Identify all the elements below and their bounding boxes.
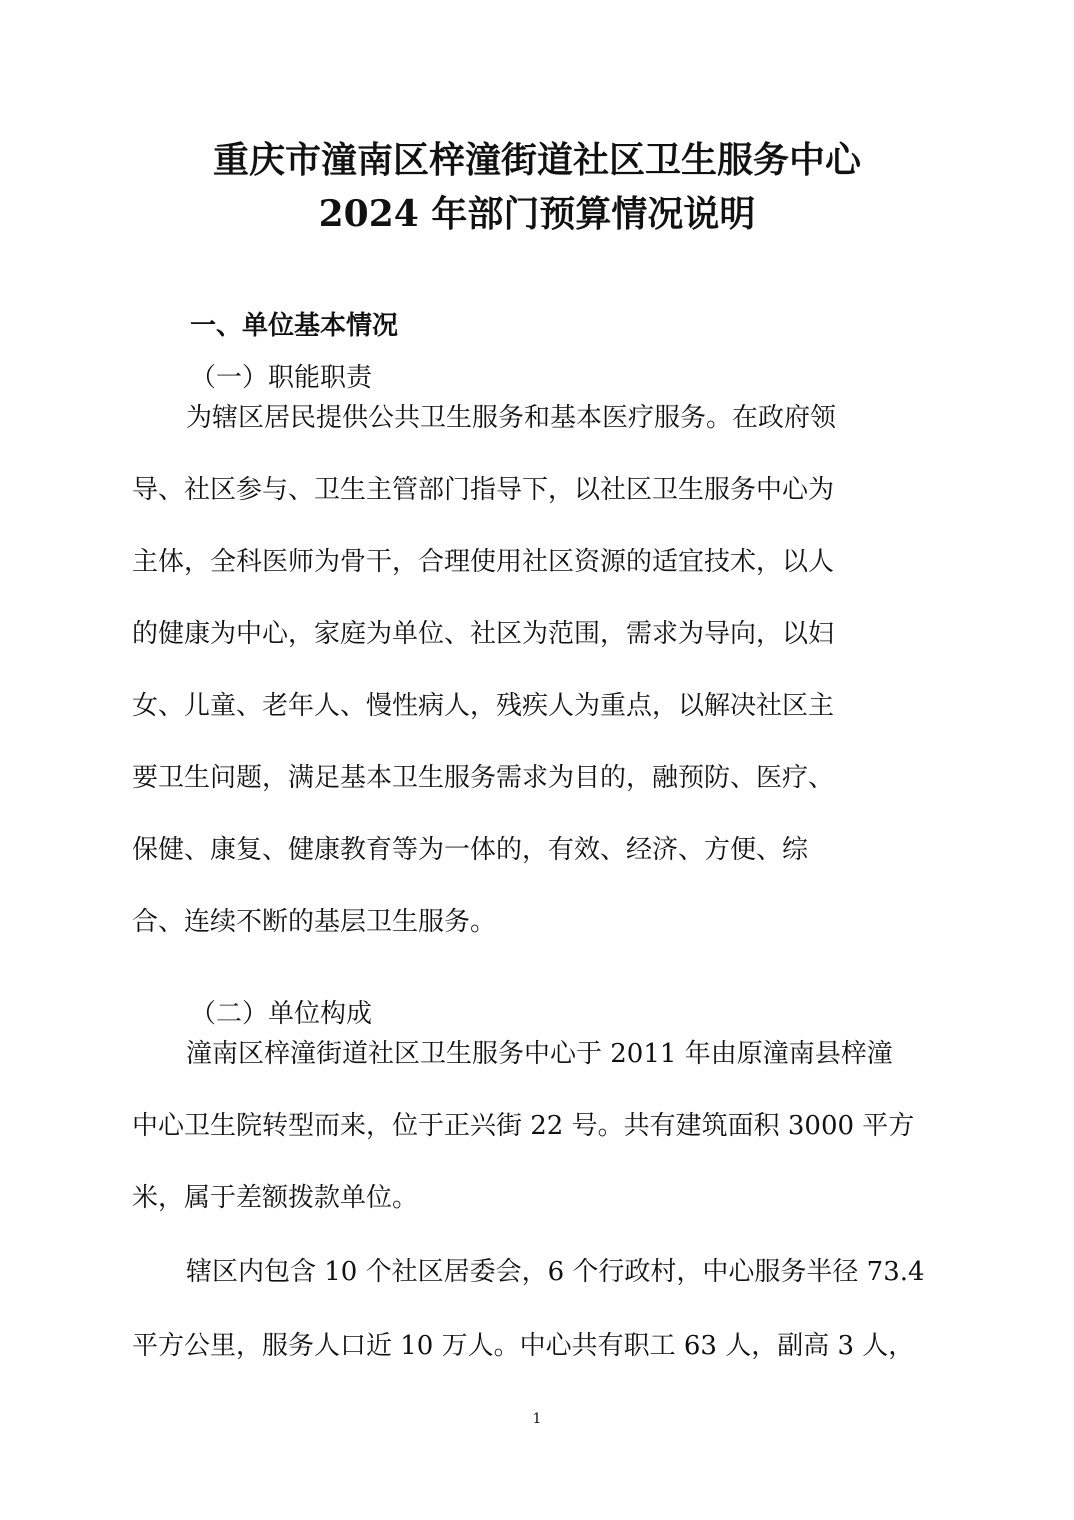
paragraph-line: 导、社区参与、卫生主管部门指导下，以社区卫生服务中心为: [132, 475, 835, 505]
paragraph-line: 女、儿童、老年人、慢性病人，残疾人为重点，以解决社区主: [132, 691, 835, 721]
paragraph-line: 要卫生问题，满足基本卫生服务需求为目的，融预防、医疗、: [132, 763, 835, 793]
page-number: 1: [532, 1411, 542, 1427]
paragraph-line: 米，属于差额拨款单位。: [132, 1183, 419, 1213]
document-title-line1: 重庆市潼南区梓潼街道社区卫生服务中心: [212, 139, 861, 181]
document-title-line2: 2024 年部门预算情况说明: [318, 193, 756, 235]
paragraph-line: 为辖区居民提供公共卫生服务和基本医疗服务。在政府领: [186, 403, 837, 433]
section-heading-basic-info: 一、单位基本情况: [190, 311, 399, 341]
paragraph-line: 保健、康复、健康教育等为一体的，有效、经济、方便、综: [132, 835, 809, 865]
paragraph-line: 中心卫生院转型而来，位于正兴街 22 号。共有建筑面积 3000 平方: [132, 1111, 915, 1141]
paragraph-line: 主体，全科医师为骨干，合理使用社区资源的适宜技术，以人: [132, 547, 835, 577]
paragraph-line: 辖区内包含 10 个社区居委会，6 个行政村，中心服务半径 73.4: [186, 1257, 925, 1287]
paragraph-line: 平方公里，服务人口近 10 万人。中心共有职工 63 人，副高 3 人，: [132, 1331, 915, 1361]
paragraph-line: 合、连续不断的基层卫生服务。: [132, 907, 497, 937]
paragraph-line: 的健康为中心，家庭为单位、社区为范围，需求为导向，以妇: [132, 619, 835, 649]
subsection-heading-composition: （二）单位构成: [190, 999, 373, 1029]
subsection-heading-duties: （一）职能职责: [190, 363, 373, 393]
paragraph-line: 潼南区梓潼街道社区卫生服务中心于 2011 年由原潼南县梓潼: [186, 1039, 893, 1069]
